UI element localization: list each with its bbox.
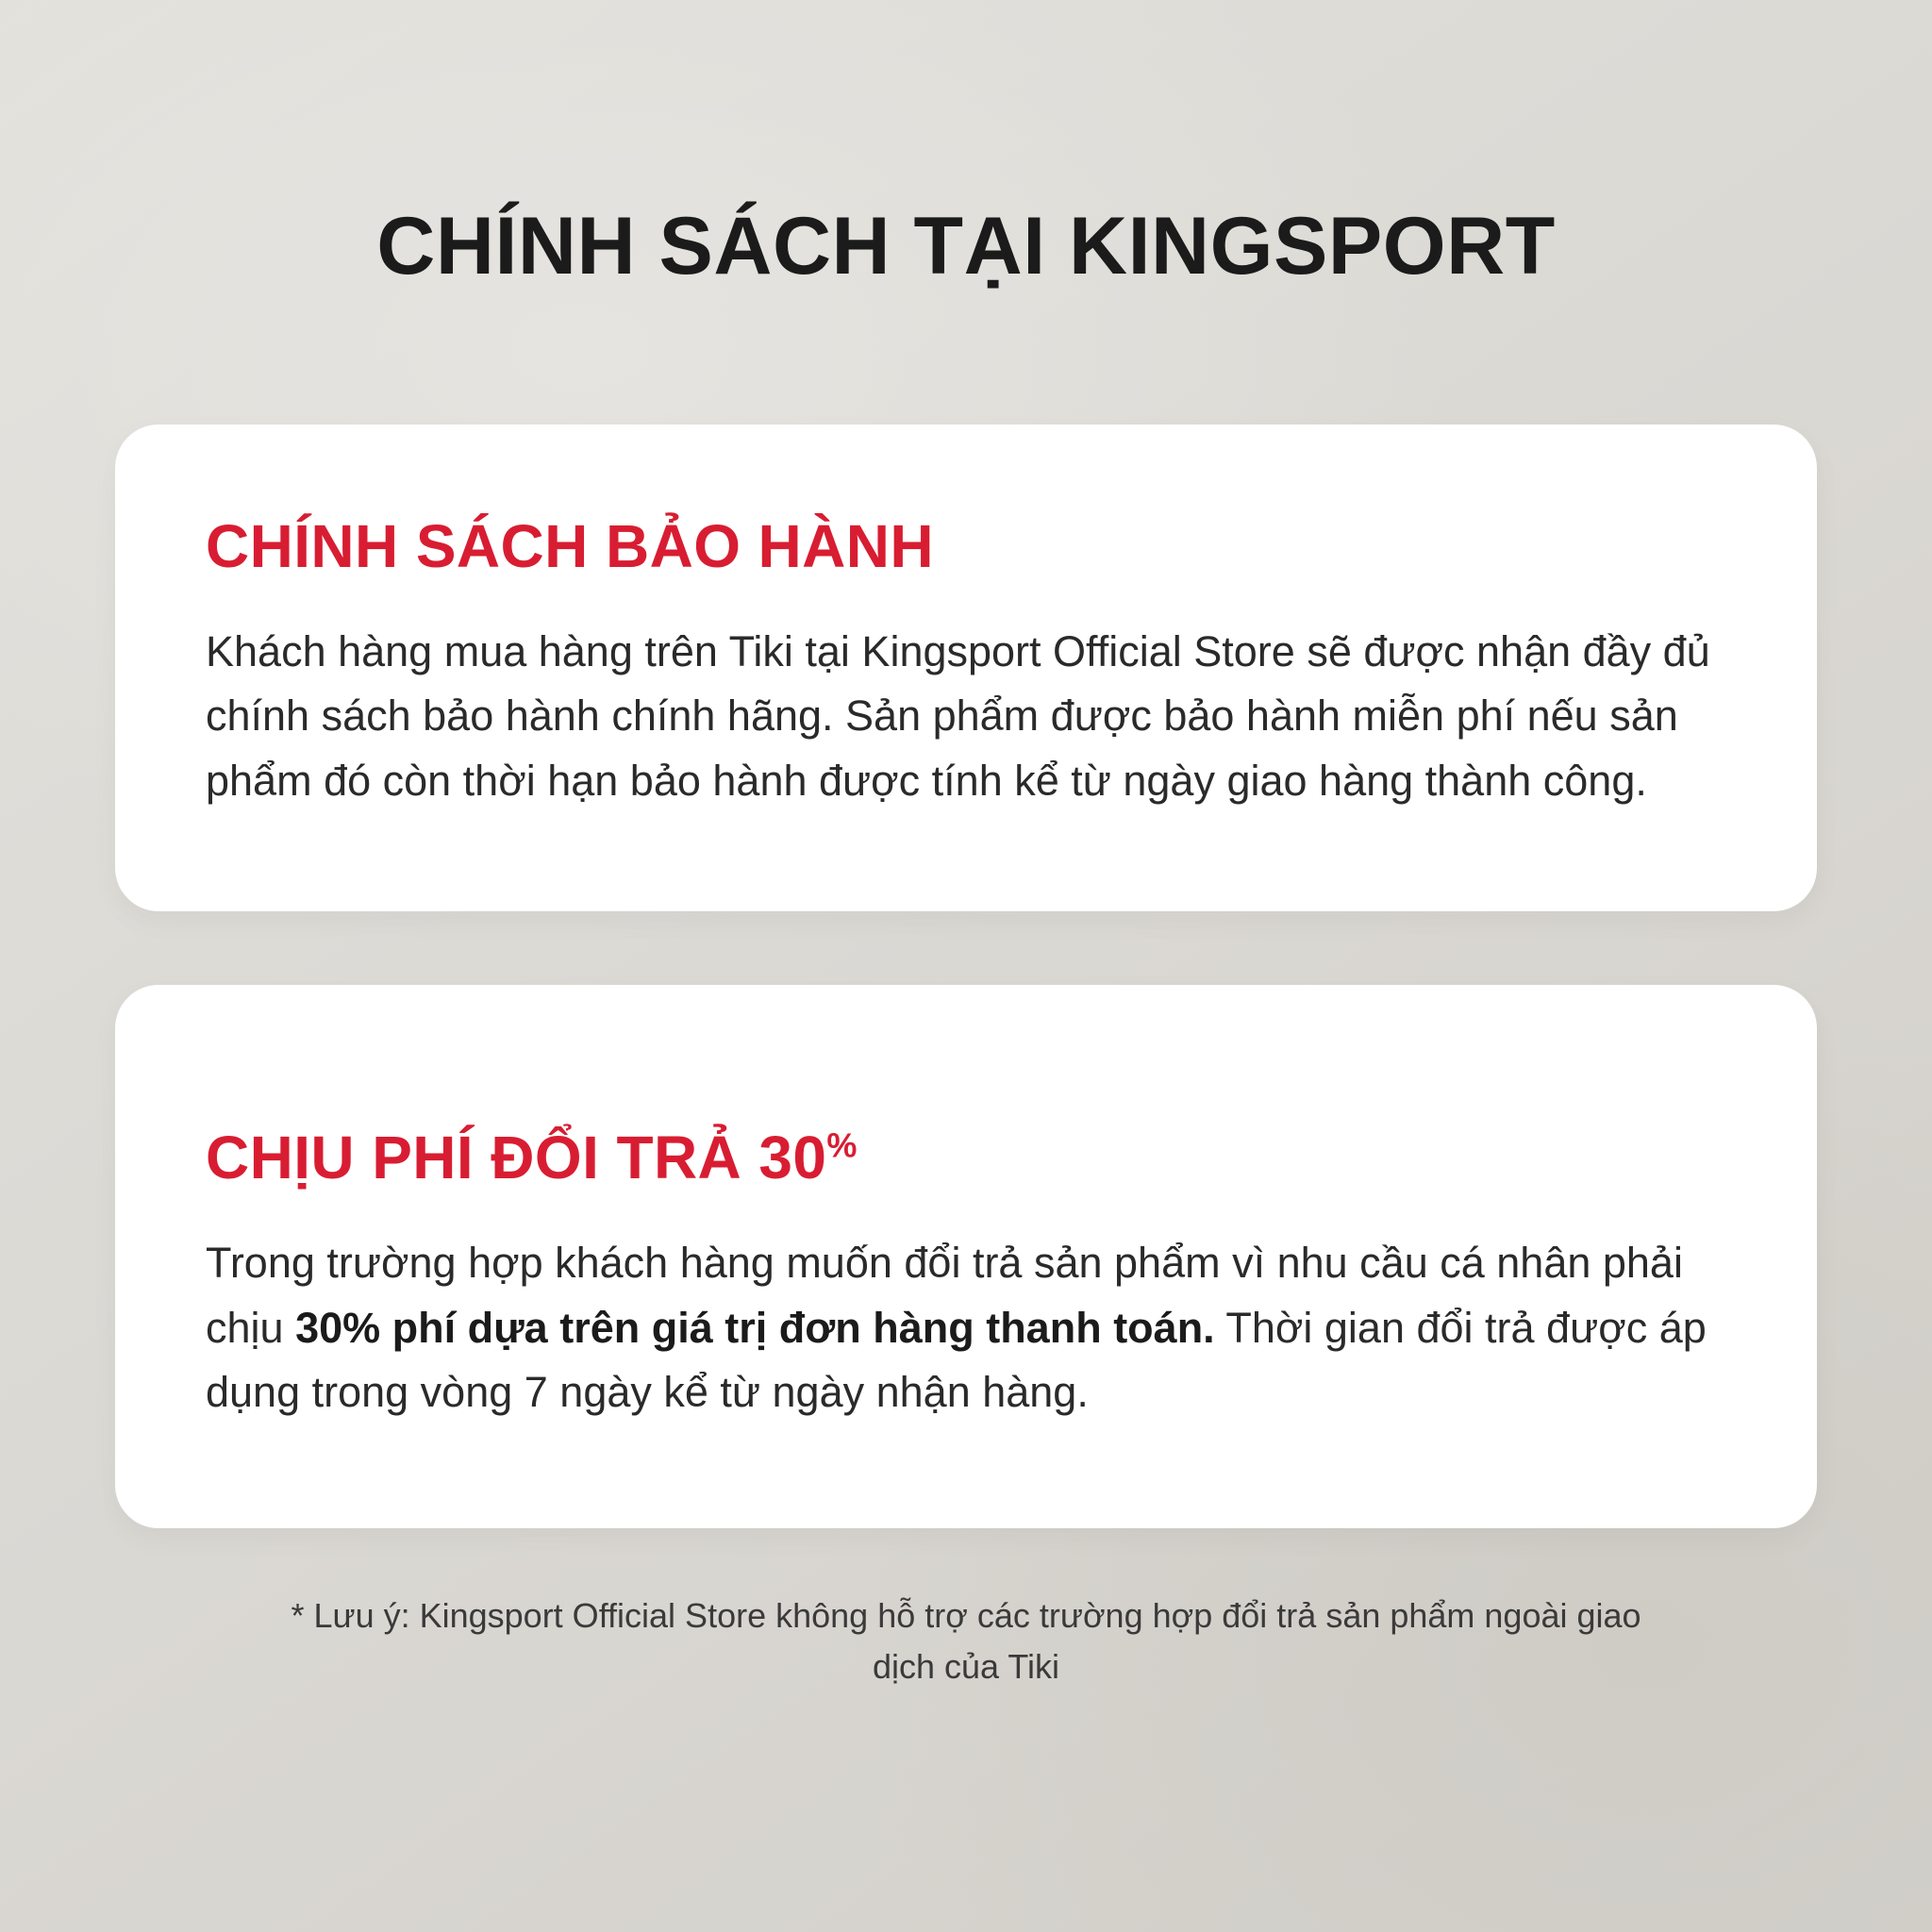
return-fee-body-bold: 30% phí dựa trên giá trị đơn hàng thanh toán. bbox=[295, 1303, 1215, 1352]
warranty-policy-body: Khách hàng mua hàng trên Tiki tại Kingsport Official Store sẽ được nhận đầy đủ chính sách bảo hành chính hãng. Sản phẩm được bảo hành miễn phí nếu sản phẩm đó còn thời hạn bảo hành được tính kể từ ngày giao hàng thành công. bbox=[206, 626, 1710, 805]
return-fee-body-part2: Thời gian đổi trả được áp dụng trong vòng 7 ngày kể từ ngày nhận hàng. bbox=[206, 1303, 1707, 1416]
return-fee-policy-card bbox=[115, 985, 1817, 1528]
warranty-policy-heading: CHÍNH SÁCH BẢO HÀNH bbox=[206, 511, 935, 580]
return-fee-policy-heading bbox=[206, 1123, 1726, 1191]
percent-superscript: % bbox=[826, 1125, 858, 1165]
return-fee-policy-body bbox=[206, 1231, 1726, 1424]
page-title: CHÍNH SÁCH TẠI KINGSPORT bbox=[376, 201, 1556, 291]
warranty-policy-card bbox=[115, 425, 1817, 911]
footnote: * Lưu ý: Kingsport Official Store không hỗ trợ các trường hợp đổi trả sản phẩm ngoài giao dịch của Tiki bbox=[291, 1596, 1641, 1687]
return-fee-heading-text: CHỊU PHÍ ĐỔI TRẢ 30 bbox=[206, 1123, 827, 1191]
return-fee-body-part1: Trong trường hợp khách hàng muốn đổi trả sản phẩm vì nhu cầu cá nhân phải chịu bbox=[206, 1239, 1683, 1352]
policy-card-list bbox=[115, 425, 1817, 1529]
